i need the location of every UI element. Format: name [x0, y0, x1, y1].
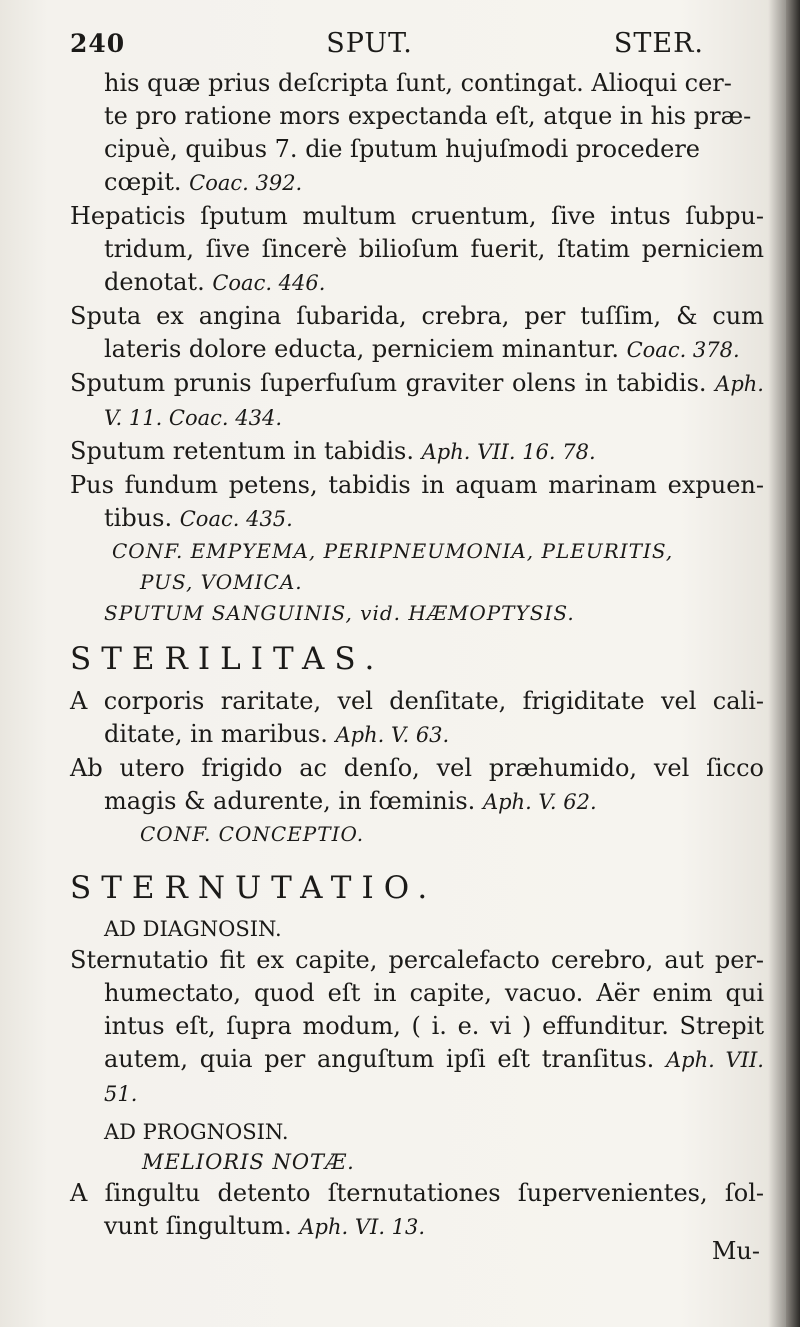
- entry-sternutatio: Sternutatio fit ex capite, percalefacto cerebro, aut per- humectato, quod eſt in capite, vacuo. Aër enim qui intus eſt, ſupra modum, ( i. e. vi ) effunditur. Strepit autem, quia per anguſtum ipſi eſt tranſitus. Aph. VII. 51.: [70, 946, 764, 1106]
- cross-reference: CONF. EMPYEMA, PERIPNEUMONIA, PLEURITIS,: [112, 539, 674, 563]
- subheading: AD PROGNOSIN.: [104, 1120, 289, 1144]
- header-left-title: SPUT.: [326, 28, 413, 59]
- reference: Coac. 392.: [189, 171, 303, 195]
- page-number: 240: [70, 29, 126, 58]
- text-line: his quæ prius deſcripta ſunt, contingat. Alioqui cer-: [104, 69, 732, 97]
- reference: Aph. VII. 51.: [104, 1048, 764, 1106]
- entry-hepaticis: Hepaticis ſputum multum cruentum, ſive intus ſubpu- tridum, ſive ſincerè bilioſum fuerit, ſtatim perniciem denotat. Coac. 446.: [70, 202, 764, 296]
- entry-singultu: A ſingultu detento ſternutationes ſupervenientes, ſol- vunt ſingultum. Aph. VI. 13.: [70, 1179, 764, 1240]
- entry-sputum-prunis: Sputum prunis ſuperfuſum graviter olens in tabidis. Aph. V. 11. Coac. 434.: [70, 369, 764, 430]
- reference: Aph. V. 62.: [482, 790, 597, 814]
- catchword: Mu-: [711, 1237, 760, 1265]
- entry-utero: Ab utero frigido ac denſo, vel præhumido, vel ſicco magis & adurente, in fœminis. Aph. V. 62.: [70, 754, 764, 815]
- reference: Aph. VI. 13.: [299, 1215, 426, 1239]
- page-edge-shadow: [786, 0, 800, 1327]
- entry-pus-fundum: Pus fundum petens, tabidis in aquam marinam expuen- tibus. Coac. 435.: [70, 471, 764, 532]
- subheading: MELIORIS NOTÆ.: [142, 1150, 355, 1174]
- section-heading-sterilitas: STERILITAS.: [70, 641, 385, 677]
- section-heading-sternutatio: STERNUTATIO.: [70, 870, 438, 906]
- text-line: cœpit. Coac. 392.: [104, 168, 303, 196]
- reference: Aph. V. 11. Coac. 434.: [104, 372, 764, 430]
- cross-reference: CONF. CONCEPTIO.: [140, 822, 365, 846]
- running-header: [70, 28, 764, 59]
- reference: Coac. 435.: [179, 507, 293, 531]
- reference: Aph. V. 63.: [335, 723, 450, 747]
- reference: Aph. VII. 16. 78.: [421, 440, 596, 464]
- reference: Coac. 446.: [212, 271, 326, 295]
- entry-corporis: A corporis raritate, vel denſitate, frigiditate vel cali- ditate, in maribus. Aph. V. 63.: [70, 687, 764, 748]
- entry-sputa-angina: Sputa ex angina ſubarida, crebra, per tuſſim, & cum lateris dolore educta, perniciem minantur. Coac. 378.: [70, 302, 764, 363]
- reference: Coac. 378.: [626, 338, 740, 362]
- text-line: te pro ratione mors expectanda eſt, atque in his præ-: [104, 102, 752, 130]
- header-right-title: STER.: [613, 28, 704, 59]
- entry-sputum-retentum: Sputum retentum in tabidis. Aph. VII. 16. 78.: [70, 437, 596, 465]
- text-line: cipuè, quibus 7. die ſputum hujuſmodi procedere: [104, 135, 700, 163]
- cross-reference: PUS, VOMICA.: [140, 570, 303, 594]
- subheading: AD DIAGNOSIN.: [104, 917, 282, 941]
- cross-reference: SPUTUM SANGUINIS, vid. HÆMOPTYSIS.: [104, 601, 575, 625]
